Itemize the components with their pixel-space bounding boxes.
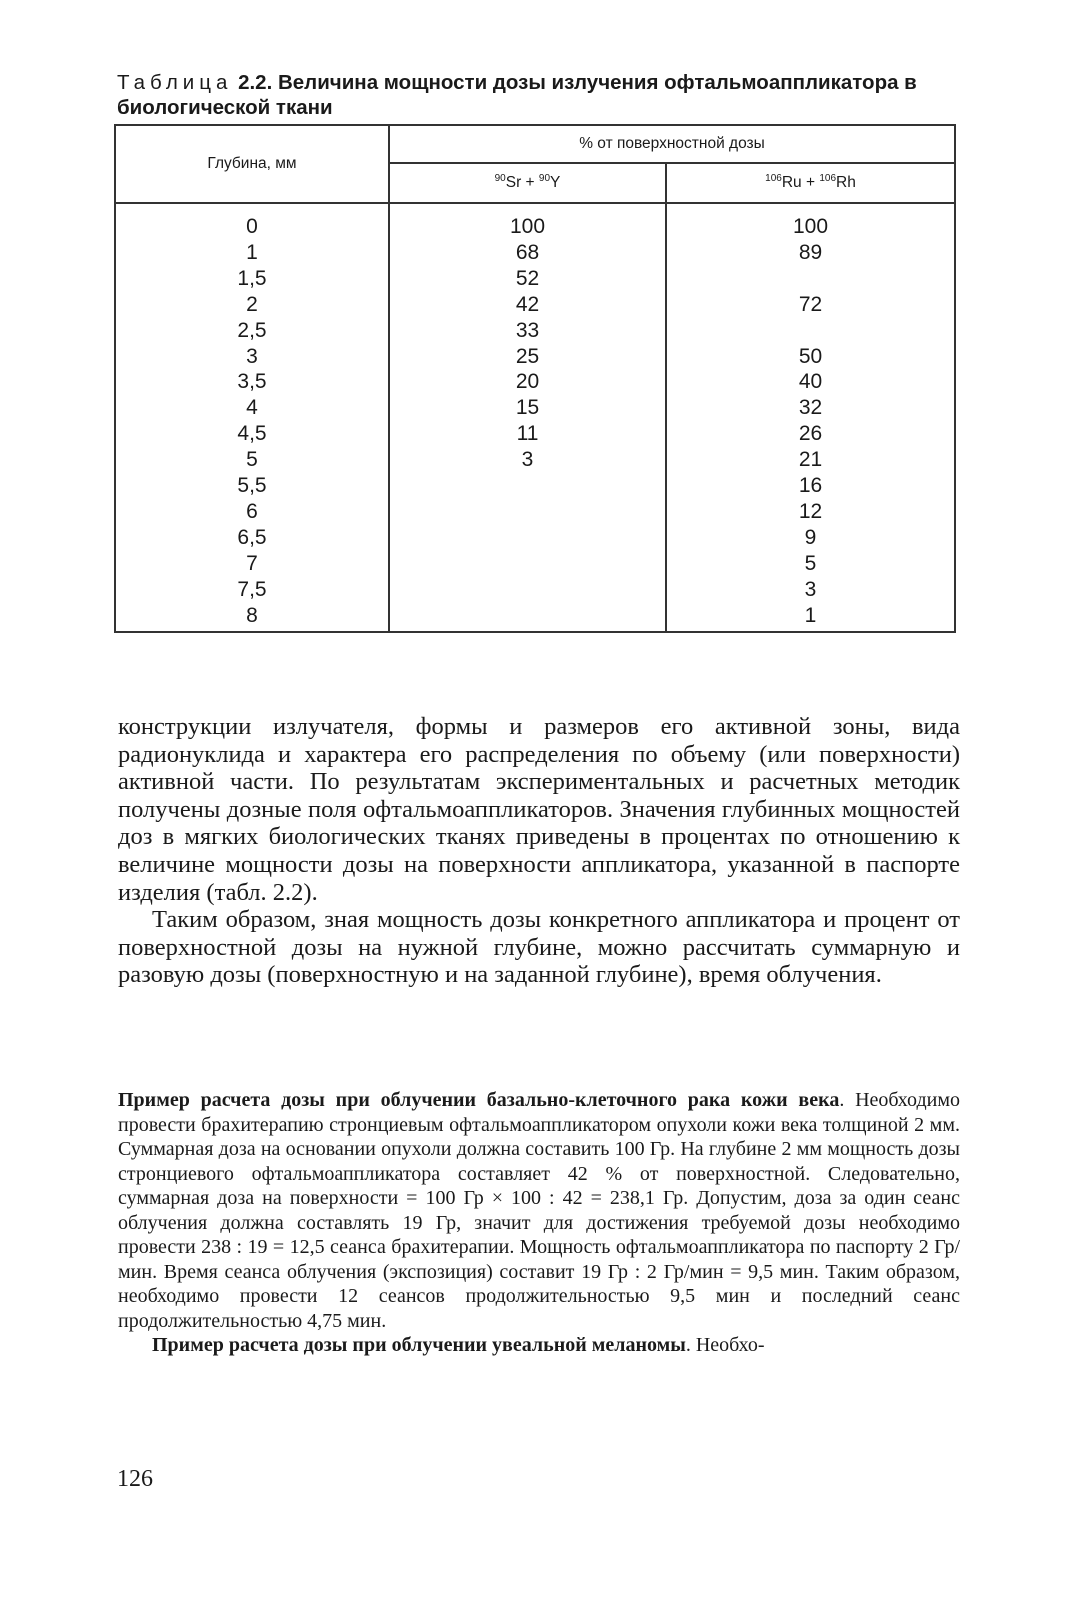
sr-cell: [390, 473, 665, 499]
sr-cell: [390, 551, 665, 577]
depth-cell: 4,5: [237, 422, 267, 446]
page-number: 126: [117, 1466, 153, 1492]
ru-cell: 89: [798, 240, 823, 264]
depth-column: [115, 203, 389, 632]
sr-cell: 100: [509, 215, 546, 238]
ru-cell: 32: [798, 396, 823, 420]
depth-cell: 1,5: [237, 266, 267, 290]
body-paragraph-1: конструкции излучателя, формы и размеров его активной зоны, вида радионуклида и характера его распределения по объему (или поверхности) активной части. По результатам экспериментальных и расчетных методик получены дозные поля офтальмоаппликаторов. Значения глубинных мощностей доз в мягких биологических тканях приведены в процентах по отношению к величине мощности дозы на поверхности аппликатора, указанной в паспорте изделия (табл. 2.2).: [118, 713, 960, 906]
ru-cell: 9: [804, 525, 817, 549]
sr-cell: [390, 499, 665, 525]
ru-cell: 100: [792, 215, 829, 238]
dose-table: [114, 124, 956, 633]
calculation-examples: [118, 1088, 960, 1358]
depth-cell: 3: [246, 344, 258, 368]
depth-cell: 2,5: [237, 318, 267, 342]
ru-cell: 21: [798, 448, 823, 472]
depth-cell: 4: [246, 396, 258, 420]
body-paragraph-2: Таким образом, зная мощность дозы конкретного аппликатора и процент от поверхностной дозы на нужной глубине, можно рассчитать суммарную и разовую дозы (поверхностную и на заданной глубине), время облучения.: [118, 906, 960, 989]
sr-cell: 52: [515, 266, 540, 290]
header-percent-surface-dose: % от поверхностной дозы: [389, 125, 955, 163]
body-text: [118, 713, 960, 989]
depth-cell: 1: [246, 240, 258, 264]
example-skin-cancer: [118, 1088, 960, 1333]
sr-cell: [390, 525, 665, 551]
ru-cell: 1: [804, 603, 817, 627]
depth-cell: 6: [246, 499, 258, 523]
ru-cell: [667, 266, 954, 292]
sr-cell: [390, 577, 665, 603]
sr-cell: 25: [515, 344, 540, 368]
ru-cell: 40: [798, 370, 823, 394]
depth-cell: 8: [246, 603, 258, 627]
sr-cell: 68: [515, 240, 540, 264]
ru-cell: 16: [798, 474, 823, 498]
table-caption-text: 2.2. Величина мощности дозы излучения офтальмоаппликатора в биологической ткани: [117, 71, 917, 119]
ru-cell: 3: [804, 577, 817, 601]
sr-cell: 33: [515, 318, 540, 342]
table-caption: [117, 70, 962, 120]
sr-cell: [390, 603, 665, 629]
depth-cell: 7,5: [237, 577, 267, 601]
example-skin-cancer-heading: Пример расчета дозы при облучении базально-клеточного рака кожи века: [118, 1089, 840, 1111]
ru-rh-column: [666, 203, 955, 632]
example-uveal-melanoma-heading: Пример расчета дозы при облучении увеальной меланомы: [152, 1334, 686, 1356]
sr-cell: 3: [521, 448, 534, 472]
depth-cell: 3,5: [237, 370, 267, 394]
ru-cell: 72: [798, 292, 823, 316]
header-sr-y: $^{90}$Sr + $^{90}$Y: [389, 163, 666, 203]
sr-cell: 15: [515, 396, 540, 420]
header-ru-rh: $^{106}$Ru + $^{106}$Rh: [666, 163, 955, 203]
example-uveal-melanoma-text: . Необхо-: [685, 1334, 765, 1356]
ru-cell: [667, 318, 954, 344]
ru-cell: 5: [804, 551, 817, 575]
ru-cell: 26: [798, 422, 823, 446]
ru-cell: 50: [798, 344, 823, 368]
example-uveal-melanoma: [118, 1333, 960, 1358]
depth-cell: 2: [246, 292, 258, 316]
ru-cell: 12: [798, 499, 823, 523]
depth-cell: 7: [246, 551, 258, 575]
depth-cell: 0: [246, 215, 258, 238]
depth-cell: 5: [246, 448, 258, 472]
sr-cell: 42: [515, 292, 540, 316]
sr-y-column: [389, 203, 666, 632]
table-caption-label: Таблица: [117, 71, 233, 94]
header-depth: Глубина, мм: [115, 125, 389, 203]
sr-cell: 20: [515, 370, 540, 394]
depth-cell: 5,5: [237, 474, 267, 498]
sr-cell: 11: [516, 422, 539, 446]
depth-cell: 6,5: [237, 525, 267, 549]
example-skin-cancer-text: . Необходимо провести брахитерапию стронциевым офтальмоаппликатором опухоли кожи века толщиной 2 мм. Суммарная доза на основании опухоли должна составить 100 Гр. На глубине 2 мм мощность дозы стронциевого офтальмоаппликатора составляет 42 % от поверхностной. Следовательно, суммарная доза на поверхности = 100 Гр × 100 : 42 = 238,1 Гр. Допустим, доза за один сеанс облучения должна составлять 19 Гр, значит для достижения требуемой дозы необходимо провести 238 : 19 = 12,5 сеанса брахитерапии. Мощность офтальмоаппликатора по паспорту 2 Гр/мин. Время сеанса облучения (экспозиция) составит 19 Гр : 2 Гр/мин = 9,5 мин. Таким образом, необходимо провести 12 сеансов продолжительностью 9,5 мин и последний сеанс продолжительностью 4,75 мин.: [118, 1089, 960, 1332]
